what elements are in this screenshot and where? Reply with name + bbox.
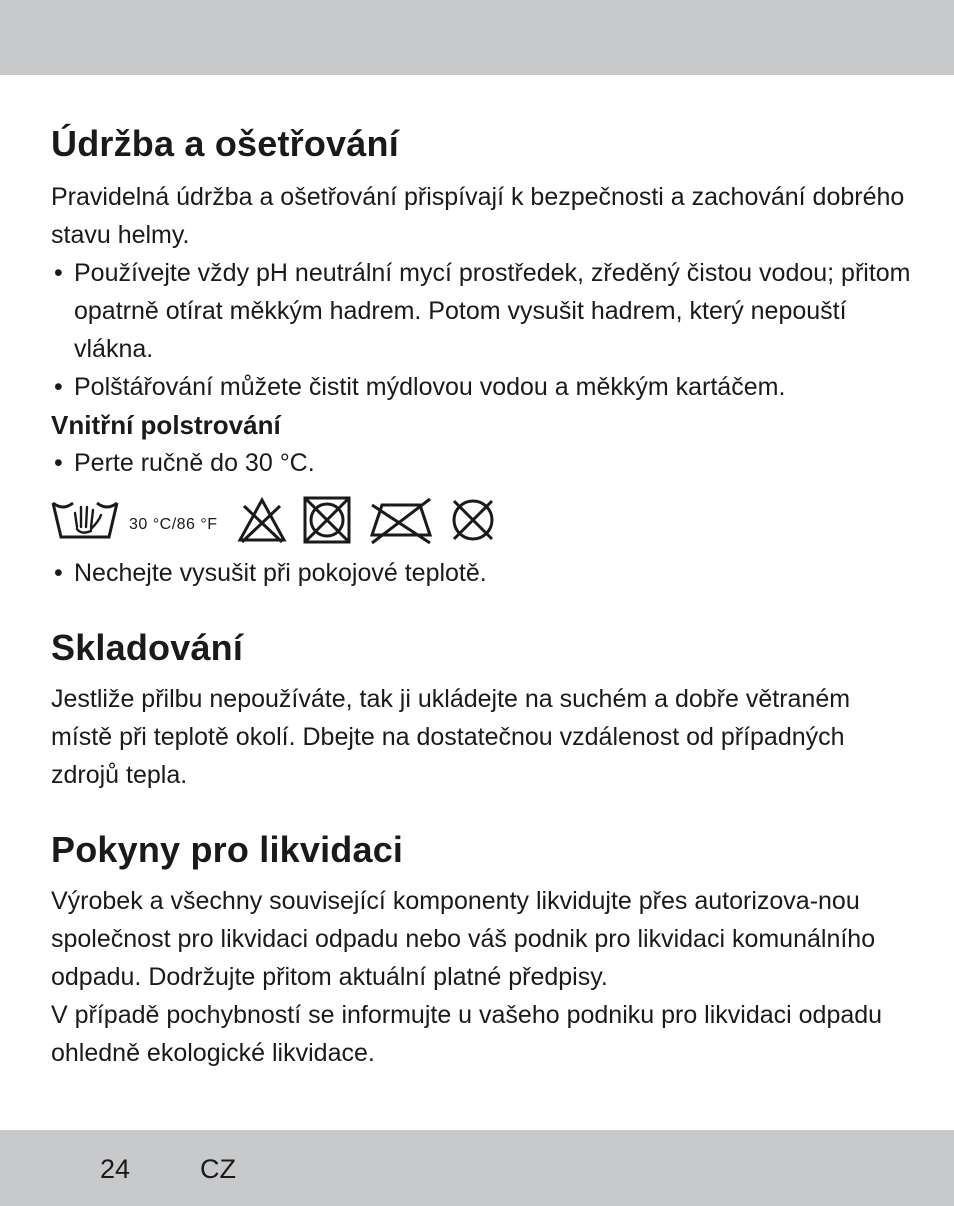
list-item: • Používejte vždy pH neutrální mycí prostředek, zředěný čistou vodou; přitom opatrně otírat měkkým hadrem. Potom vysušit hadrem, který nepouští vlákna.	[51, 254, 911, 368]
disposal-section	[51, 824, 911, 1072]
inner-padding-subtitle: Vnitřní polstrování	[51, 410, 281, 440]
list-item: • Perte ručně do 30 °C.	[51, 444, 911, 482]
list-item: • Nechejte vysušit při pokojové teplotě.	[51, 554, 911, 592]
maintenance-section	[51, 118, 911, 592]
page-number: 24	[100, 1154, 131, 1184]
maintenance-title: Údržba a ošetřování	[51, 123, 399, 164]
footer-band	[0, 1130, 954, 1206]
storage-text: Jestliže přilbu nepoužíváte, tak ji ukládejte na suchém a dobře větraném místě při teplotě okolí. Dbejte na dostatečnou vzdálenost od případných zdrojů tepla.	[51, 685, 851, 789]
disposal-text-1: Výrobek a všechny související komponenty likvidujte přes autorizova-nou společnost pro likvidaci odpadu nebo váš podnik pro likvidaci komunálního odpadu. Dodržujte přitom aktuální platné předpisy.	[51, 887, 876, 991]
hand-wash-icon	[51, 497, 119, 543]
disposal-text-2: V případě pochybností se informujte u vašeho podniku pro likvidaci odpadu ohledně ekologické likvidace.	[51, 1001, 883, 1067]
page-content	[51, 118, 911, 1072]
header-band	[0, 0, 954, 75]
no-tumble-dry-icon	[302, 495, 352, 545]
language-code: CZ	[200, 1154, 236, 1184]
no-dry-clean-icon	[448, 495, 498, 545]
maintenance-bullets	[51, 254, 911, 406]
drying-bullets	[51, 554, 911, 592]
care-symbols	[51, 488, 911, 552]
storage-section	[51, 622, 911, 794]
inner-padding-bullets	[51, 444, 911, 482]
storage-title: Skladování	[51, 627, 244, 668]
wash-temperature: 30 °C/86 °F	[129, 516, 218, 533]
no-iron-icon	[368, 495, 434, 545]
maintenance-intro: Pravidelná údržba a ošetřování přispívají k bezpečnosti a zachování dobrého stavu helmy.	[51, 183, 905, 249]
disposal-title: Pokyny pro likvidaci	[51, 829, 404, 870]
no-bleach-icon	[236, 496, 288, 544]
list-item: • Polštářování můžete čistit mýdlovou vodou a měkkým kartáčem.	[51, 368, 911, 406]
